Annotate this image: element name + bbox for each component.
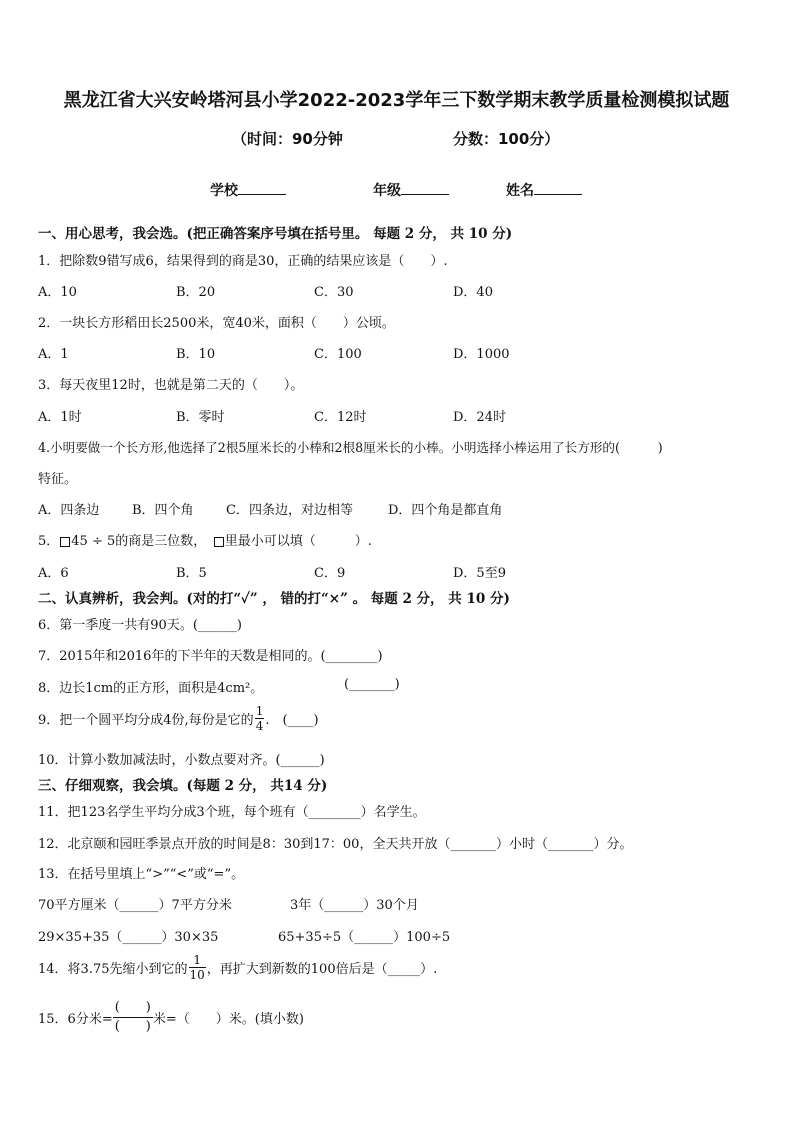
question-2: 2．一块长方形稻田长2500米，宽40米，面积（ ）公顷。 xyxy=(38,316,395,331)
section-1-heading: 一、用心思考，我会选。(把正确答案序号填在括号里。 每题 2 分， 共 10 分) xyxy=(38,226,513,242)
school-blank[interactable] xyxy=(238,180,286,195)
q1-option-c[interactable]: C．30 xyxy=(314,285,354,300)
q2-option-c[interactable]: C．100 xyxy=(314,347,362,362)
score-label: 分数：100分） xyxy=(453,130,560,148)
q4-option-d[interactable]: D．四个角是都直角 xyxy=(388,503,503,518)
q1-option-a[interactable]: A．10 xyxy=(38,285,77,300)
question-8: 8．边长1cm的正方形，面积是4cm²。 xyxy=(38,681,264,696)
section-3-heading: 三、仔细观察，我会填。(每题 2 分， 共14 分) xyxy=(38,778,328,794)
q5-option-d[interactable]: D．5至9 xyxy=(453,566,506,581)
q1-option-d[interactable]: D．40 xyxy=(453,285,493,300)
q5-option-c[interactable]: C．9 xyxy=(314,566,346,581)
question-3: 3．每天夜里12时，也就是第二天的（ ）。 xyxy=(38,378,304,393)
q4-option-a[interactable]: A．四条边 xyxy=(38,503,100,518)
time-label: （时间：90分钟 xyxy=(232,130,343,148)
question-8-blank: (_______) xyxy=(344,677,400,692)
q2-option-d[interactable]: D．1000 xyxy=(453,347,510,362)
question-6: 6．第一季度一共有90天。(______) xyxy=(38,618,242,633)
q13-item-2: 3年（______）30个月 xyxy=(290,898,419,913)
q3-option-c[interactable]: C．12时 xyxy=(314,410,367,425)
question-12: 12．北京颐和园旺季景点开放的时间是8：30到17：00，全天共开放（_______）小时（_______）分。 xyxy=(38,837,633,852)
fraction-one-quarter: $\frac{1}{4}$ xyxy=(255,704,264,733)
q4-option-b[interactable]: B．四个角 xyxy=(132,503,194,518)
question-7: 7．2015年和2016年的下半年的天数是相同的。(________) xyxy=(38,649,383,664)
q13-item-4: 65+35÷5（______）100÷5 xyxy=(278,930,451,945)
q13-item-3: 29×35+35（______）30×35 xyxy=(38,930,219,945)
q5-option-a[interactable]: A．6 xyxy=(38,566,69,581)
name-blank[interactable] xyxy=(534,180,582,195)
q13-item-1: 70平方厘米（______）7平方分米 xyxy=(38,898,232,913)
question-1: 1．把除数9错写成6，结果得到的商是30，正确的结果应该是（ ）. xyxy=(38,254,448,269)
question-13: 13．在括号里填上“>”“<”或“=”。 xyxy=(38,867,245,882)
name-field xyxy=(506,180,582,200)
q4-option-c[interactable]: C．四条边，对边相等 xyxy=(226,503,353,518)
question-14: 14．将3.75先缩小到它的 $\frac{1}{10}$ ，再扩大到新数的100倍后是（_____）. xyxy=(38,953,438,982)
question-9: 9．把一个圆平均分成4份,每份是它的 $\frac{1}{4}$ . (____) xyxy=(38,704,319,733)
grade-blank[interactable] xyxy=(401,180,449,195)
q3-option-a[interactable]: A．1时 xyxy=(38,410,82,425)
section-2-heading: 二、认真辨析，我会判。(对的打“✓” ， 错的打“×” 。 每题 2 分， 共 10 分) xyxy=(38,591,510,607)
school-field xyxy=(210,180,286,200)
q5-option-b[interactable]: B．5 xyxy=(176,566,207,581)
grade-field xyxy=(373,180,449,200)
question-15: 15．6分米= ( ) ( ) 米=（ ）米。(填小数) xyxy=(38,1000,304,1034)
q3-option-b[interactable]: B．零时 xyxy=(176,410,225,425)
q3-option-d[interactable]: D．24时 xyxy=(453,410,506,425)
question-10: 10．计算小数加减法时，小数点要对齐。(______) xyxy=(38,753,325,768)
q2-option-b[interactable]: B．10 xyxy=(176,347,216,362)
fraction-blank[interactable]: ( ) ( ) xyxy=(114,1000,151,1034)
box-placeholder-icon xyxy=(60,537,70,547)
fraction-one-tenth: $\frac{1}{10}$ xyxy=(189,953,205,982)
question-4-cont: 特征。 xyxy=(38,472,78,487)
question-11: 11．把123名学生平均分成3个班，每个班有（________）名学生。 xyxy=(38,805,426,820)
name-label: 姓名 xyxy=(506,183,534,199)
school-label: 学校 xyxy=(210,183,238,199)
box-placeholder-icon xyxy=(214,537,224,547)
grade-label: 年级 xyxy=(373,183,401,199)
question-4: 4.小明要做一个长方形,他选择了2根5厘米长的小棒和2根8厘米长的小棒。小明选择小棒运用了长方形的( ) xyxy=(38,440,663,455)
q2-option-a[interactable]: A．1 xyxy=(38,347,69,362)
question-5: 5． 45 ÷ 5的商是三位数， 里最小可以填（ ）. xyxy=(38,534,372,549)
page-title: 黑龙江省大兴安岭塔河县小学2022-2023学年三下数学期末教学质量检测模拟试题 xyxy=(63,90,730,111)
q1-option-b[interactable]: B．20 xyxy=(176,285,216,300)
